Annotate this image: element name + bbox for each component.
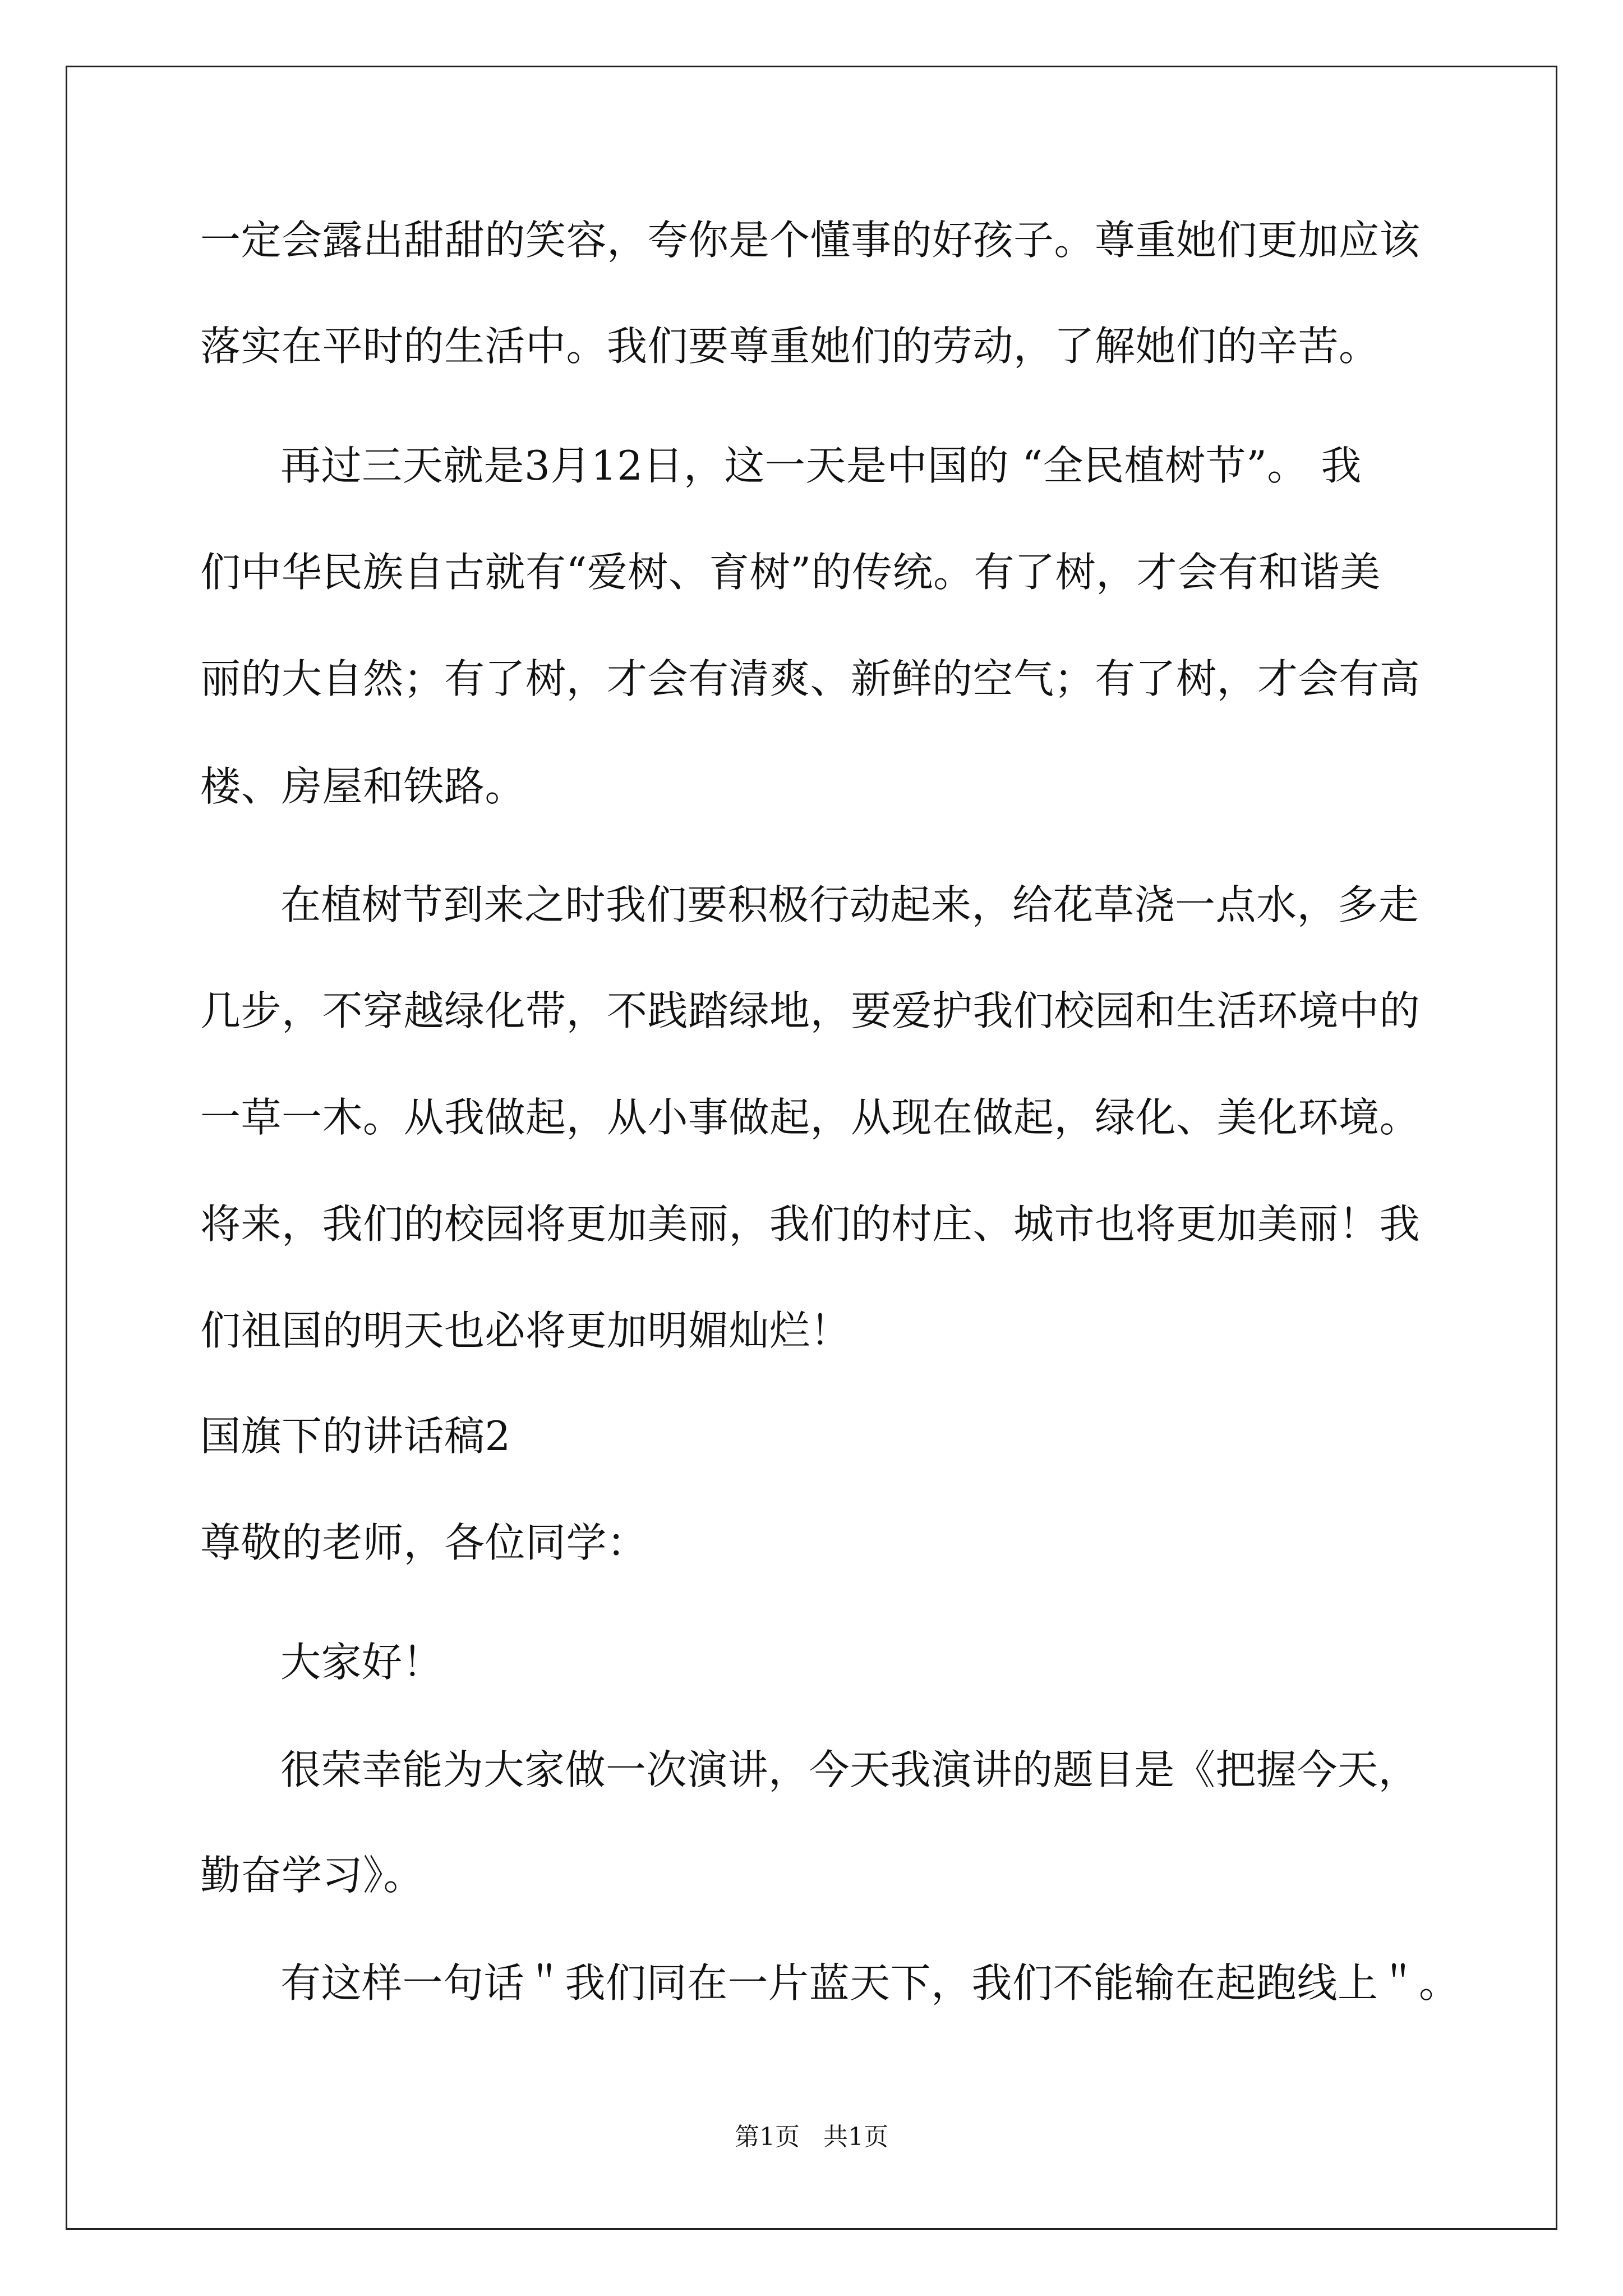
page-border bbox=[66, 66, 1557, 2230]
section-heading: 国旗下的讲话稿2 bbox=[200, 1412, 511, 1460]
paragraph-line: 再过三天就是3月12日，这一天是中国的 “全民植树节”。 我 bbox=[280, 442, 1362, 489]
paragraph-line: 勤奋学习》。 bbox=[200, 1852, 425, 1899]
paragraph-line: 在植树节到来之时我们要积极行动起来，给花草浇一点水，多走 bbox=[280, 881, 1419, 928]
paragraph-line: 丽的大自然；有了树，才会有清爽、新鲜的空气；有了树，才会有高 bbox=[200, 655, 1421, 702]
paragraph-line: 一定会露出甜甜的笑容，夸你是个懂事的好孩子。尊重她们更加应该 bbox=[200, 217, 1421, 264]
page-number-footer: 第1页 共1页 bbox=[735, 2123, 888, 2151]
paragraph-line: 一草一木。从我做起，从小事做起，从现在做起，绿化、美化环境。 bbox=[200, 1094, 1421, 1141]
greeting: 大家好！ bbox=[280, 1639, 444, 1686]
salutation: 尊敬的老师，各位同学： bbox=[200, 1519, 648, 1566]
paragraph-line: 将来，我们的校园将更加美丽，我们的村庄、城市也将更加美丽！我 bbox=[200, 1200, 1421, 1248]
paragraph-line: 们中华民族自古就有“爱树、育树”的传统。有了树，才会有和谐美 bbox=[200, 549, 1381, 596]
paragraph-line: 楼、房屋和铁路。 bbox=[200, 763, 526, 810]
paragraph-line: 几步，不穿越绿化带，不践踏绿地，要爱护我们校园和生活环境中的 bbox=[200, 987, 1421, 1034]
paragraph-line: 很荣幸能为大家做一次演讲，今天我演讲的题目是《把握今天， bbox=[280, 1746, 1419, 1793]
paragraph-line: 们祖国的明天也必将更加明媚灿烂！ bbox=[200, 1307, 851, 1354]
paragraph-line: 有这样一句话＂我们同在一片蓝天下，我们不能输在起跑线上＂。 bbox=[280, 1959, 1460, 2007]
paragraph-line: 落实在平时的生活中。我们要尊重她们的劳动，了解她们的辛苦。 bbox=[200, 323, 1380, 370]
